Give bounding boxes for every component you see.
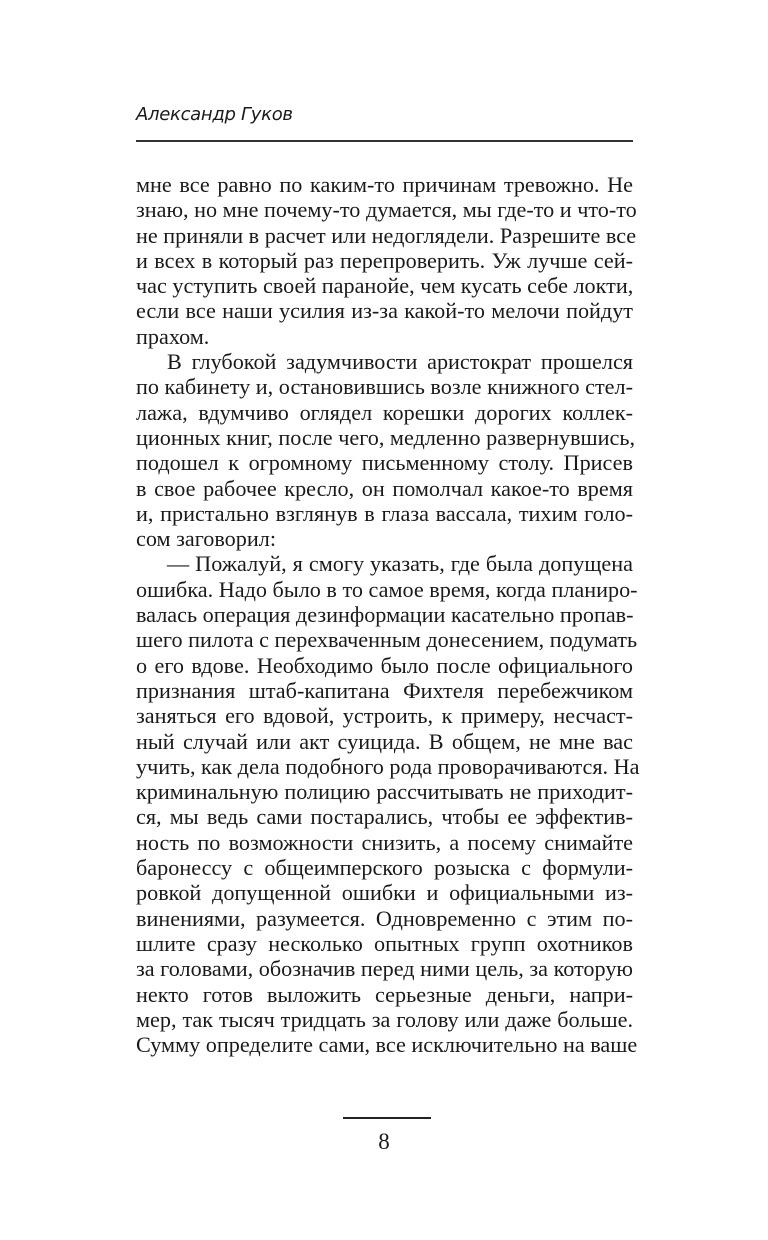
- body-text: [136, 172, 640, 1058]
- text-line: и всех в который раз перепроверить. Уж лучше сей-: [136, 247, 633, 273]
- text-line: — Пожалуй, я смогу указать, где была допущена: [167, 551, 633, 577]
- text-line: криминальную полицию рассчитывать не приходит-: [136, 779, 633, 805]
- text-line: ный случай или акт суицида. В общем, не мне вас: [136, 728, 633, 754]
- text-line: учить, как дела подобного рода проворачиваются. На: [136, 753, 640, 779]
- header-divider: [136, 140, 633, 142]
- text-line: и, пристально взглянув в глаза вассала, тихим голо-: [136, 500, 633, 526]
- text-line: подошел к огромному письменному столу. Присев: [136, 450, 633, 476]
- text-line: винениями, разумеется. Одновременно с этим по-: [136, 905, 633, 931]
- text-line: час уступить своей паранойе, чем кусать себе локти,: [136, 273, 634, 299]
- text-line: В глубокой задумчивости аристократ прошелся: [167, 349, 633, 375]
- text-line: мне все равно по каким-то причинам тревожно. Не: [136, 172, 633, 197]
- text-line: шлите сразу несколько опытных групп охотников: [136, 930, 633, 956]
- text-line: ся, мы ведь сами постарались, чтобы ее эффектив-: [136, 804, 633, 830]
- text-line: валась операция дезинформации касательно пропав-: [136, 602, 634, 628]
- text-line: Сумму определите сами, все исключительно на ваше: [136, 1032, 638, 1058]
- text-line: признания штаб-капитана Фихтеля перебежчиком: [136, 677, 633, 703]
- page-number: 8: [378, 1129, 390, 1154]
- text-line: мер, так тысяч тридцать за голову или даже больше.: [136, 1006, 633, 1032]
- text-line: не приняли в расчет или недоглядели. Разрешите все: [136, 222, 637, 248]
- text-line: ность по возможности снизить, а посему снимайте: [136, 829, 633, 855]
- text-line: ровкой допущенной ошибки и официальными из-: [136, 880, 633, 906]
- text-line: сом заговорил:: [136, 526, 276, 552]
- text-line: ционных книг, после чего, медленно развернувшись,: [136, 424, 636, 450]
- text-line: о его вдове. Необходимо было после официального: [136, 652, 633, 678]
- text-line: знаю, но мне почему-то думается, мы где-то и что-то: [136, 197, 637, 223]
- text-line: некто готов выложить серьезные деньги, напри-: [136, 981, 633, 1007]
- footer-divider: [343, 1117, 431, 1119]
- text-line: за головами, обозначив перед ними цель, за которую: [136, 956, 633, 982]
- running-head-author: Александр Гуков: [136, 104, 293, 125]
- text-line: баронессу с общеимперского розыска с формули-: [136, 855, 633, 881]
- text-line: шего пилота с перехваченным донесением, подумать: [136, 627, 638, 653]
- paragraph: [136, 551, 640, 1058]
- text-line: лажа, вдумчиво оглядел корешки дорогих коллек-: [136, 399, 633, 425]
- paragraph: [136, 349, 636, 552]
- text-line: прахом.: [136, 323, 210, 349]
- text-line: в свое рабочее кресло, он помолчал какое-то время: [136, 475, 633, 501]
- text-line: если все наши усилия из-за какой-то мелочи пойдут: [136, 298, 633, 324]
- text-line: по кабинету и, остановившись возле книжного стел-: [136, 374, 633, 400]
- text-line: заняться его вдовой, устроить, к примеру, несчаст-: [136, 703, 633, 729]
- text-line: ошибка. Надо было в то самое время, когда планиро-: [136, 576, 638, 602]
- paragraph: [136, 172, 637, 349]
